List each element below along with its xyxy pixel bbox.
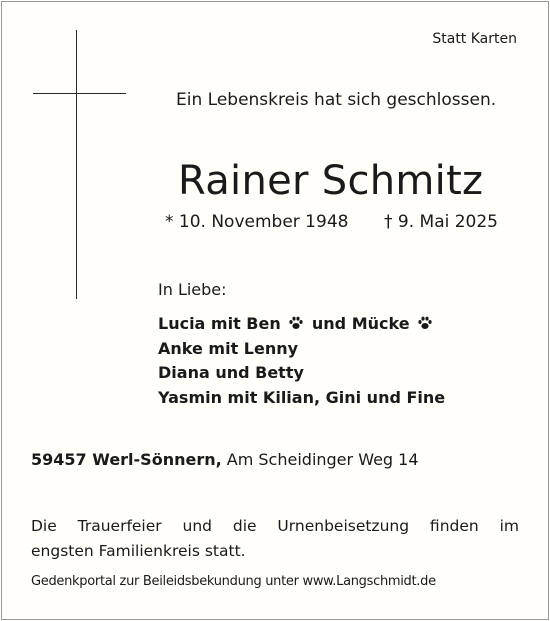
funeral-line: engsten Familienkreis statt.	[31, 542, 246, 560]
birth-date: * 10. November 1948	[165, 212, 349, 232]
funeral-line: Die Trauerfeier und die Urnenbeisetzung finden im	[31, 517, 519, 535]
mourner-line: Yasmin mit Kilian, Gini und Fine	[158, 387, 446, 407]
mourners-list	[158, 312, 445, 410]
funeral-info	[31, 514, 519, 564]
mourner-line: Anke mit Lenny	[158, 338, 299, 358]
statt-karten-label: Statt Karten	[432, 31, 517, 47]
paw-print-icon	[417, 316, 433, 330]
mourners-intro: In Liebe:	[158, 280, 227, 299]
paw-print-icon	[288, 316, 304, 330]
mourner-line: Diana und Betty	[158, 363, 304, 382]
deceased-name: Rainer Schmitz	[178, 158, 484, 204]
memorial-portal-note: Gedenkportal zur Beileidsbekundung unter www.Langschmidt.de	[31, 574, 436, 589]
mourner-text: und Mücke	[311, 314, 410, 333]
address-city: 59457 Werl-Sönnern,	[31, 450, 222, 469]
intro-text: Ein Lebenskreis hat sich geschlossen.	[176, 90, 497, 110]
mourner-line	[158, 312, 445, 337]
cross-icon-vertical	[76, 30, 77, 299]
mourner-text: Lucia mit Ben	[158, 314, 281, 333]
death-date: † 9. Mai 2025	[384, 212, 499, 232]
cross-icon-horizontal	[33, 93, 126, 94]
address	[31, 450, 419, 469]
address-street: Am Scheidinger Weg 14	[226, 450, 419, 469]
